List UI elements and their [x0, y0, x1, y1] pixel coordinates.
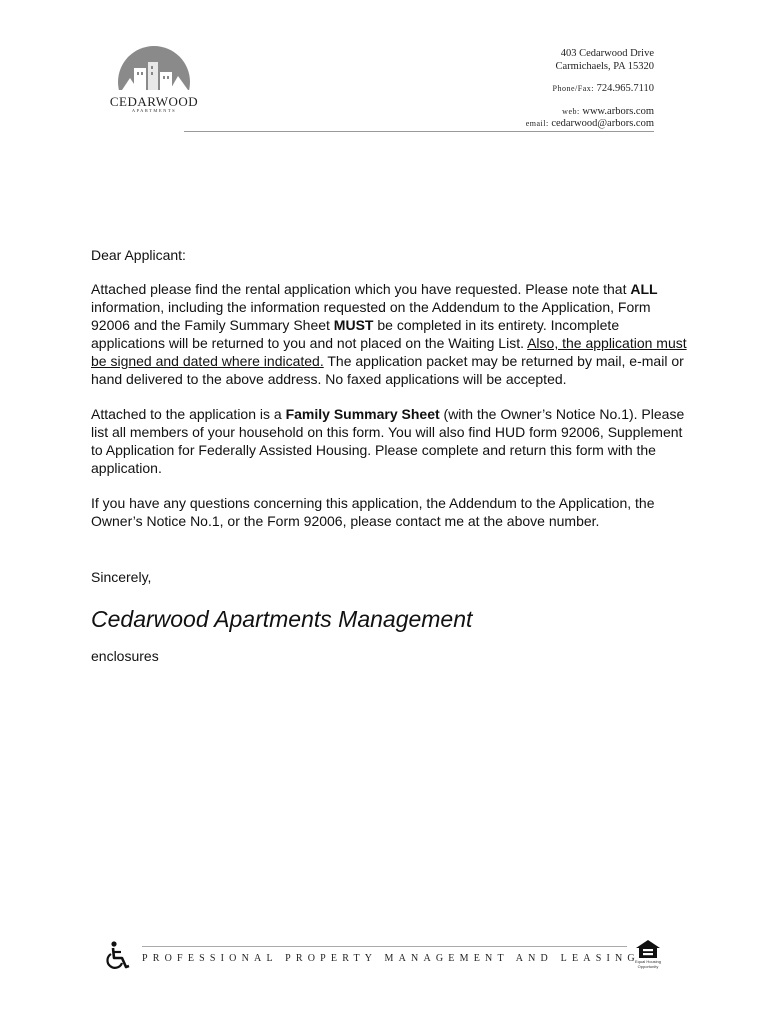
address-line-2: Carmichaels, PA 15320 [555, 60, 654, 72]
letter-body [91, 246, 691, 665]
enclosures-note: enclosures [91, 648, 159, 664]
address-line-1: 403 Cedarwood Drive [560, 48, 654, 59]
equal-housing-text: Equal Housing Opportunity [634, 959, 662, 969]
web-line [526, 106, 654, 119]
paragraph-2: Attached to the application is a Family Summary Sheet (with the Owner’s Notice No.1). Please list all members of your household on this form. You will also find HUD form 92006, Supplement to Application for Federally Assisted Housing. Please complete and return this form with the application. [91, 406, 685, 476]
email-label: email: [525, 119, 549, 128]
web-address: www.arbors.com [582, 105, 654, 117]
footer-tagline: PROFESSIONAL PROPERTY MANAGEMENT AND LEASING [142, 953, 640, 964]
wheelchair-icon [106, 941, 132, 971]
header-divider [184, 131, 654, 132]
email-line [526, 118, 654, 131]
salutation: Dear Applicant: [91, 247, 186, 263]
paragraph-3: If you have any questions concerning this application, the Addendum to the Application, the Owner’s Notice No.1, or the Form 92006, please contact me at the above number. [91, 495, 655, 529]
phone-line [526, 83, 654, 96]
web-label: web: [562, 106, 580, 116]
equal-housing-icon [633, 939, 663, 959]
signature: Cedarwood Apartments Management [91, 606, 473, 632]
phone-number: 724.965.7110 [596, 83, 654, 94]
phone-label: Phone/Fax: [552, 84, 594, 93]
logo-subtitle: APARTMENTS [131, 108, 177, 113]
email-address: cedarwood@arbors.com [551, 118, 654, 129]
closing: Sincerely, [91, 569, 152, 585]
footer-divider [142, 946, 627, 947]
address-block [526, 48, 654, 131]
logo-name: CEDARWOOD [109, 94, 199, 109]
paragraph-1: Attached please find the rental application which you have requested. Please note that ALL information, including the information requested on the Addendum to the Application, Form 92006 and the Family Summary Sheet MUST be completed in its entirety. Incomplete applications will be returned to you and not placed on the Waiting List. Also, the application must be signed and dated where indicated. The application packet may be returned by mail, e-mail or hand delivered to the above address. No faxed applications will be accepted. [91, 281, 687, 387]
